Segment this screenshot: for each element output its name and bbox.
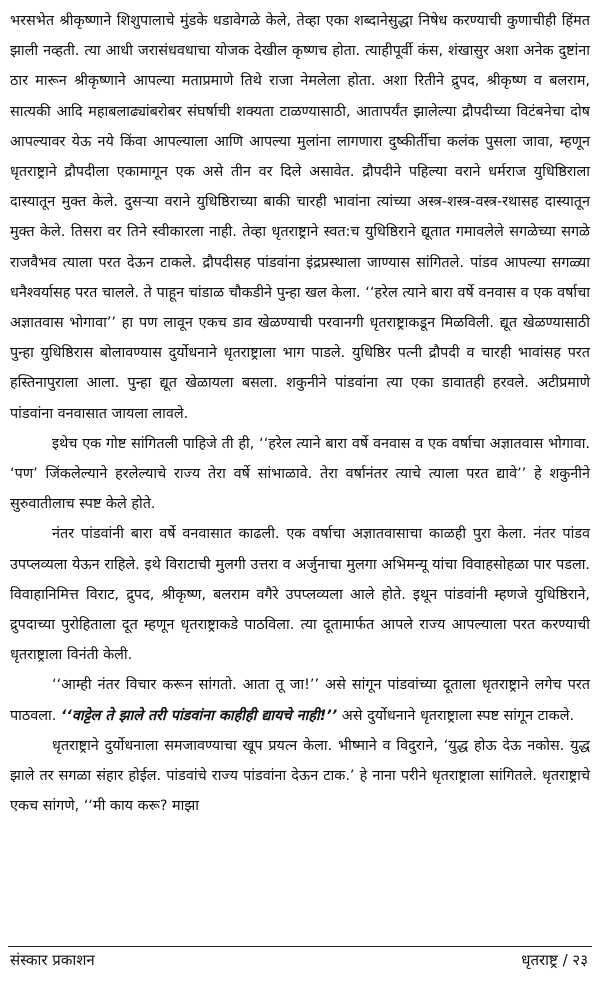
body-text <box>10 6 590 821</box>
paragraph-3-text: नंतर पांडवांनी बारा वर्षे वनवासात काढली. एक वर्षाचा अज्ञातवासाचा काळही पुरा केला. नंतर पांडव उपप्लव्यला येऊन राहिले. इथे विराटाची मुलगी उत्तरा व अर्जुनाचा मुलगा अभिमन्यू यांचा विवाहसोहळा पार पडला. विवाहानिमित्त विराट, द्रुपद, श्रीकृष्ण, बलराम वगैरे उपप्लव्यला आले होते. इथून पांडवांनी म्हणजे युधिष्ठिराने, द्रुपदाच्या पुरोहिताला दूत म्हणून धृतराष्ट्राकडे पाठविला. त्या दूतामार्फत आपले राज्य आपल्याला परत करण्याची धृतराष्ट्राला विनंती केली. <box>10 526 590 664</box>
paragraph-5-text: धृतराष्ट्राने दुर्योधनाला समजावण्याचा खूप प्रयत्न केला. भीष्माने व विदुराने, ‘युद्ध होऊ देऊ नकोस. युद्ध झाले तर सगळा संहार होईल. पांडवांचे राज्य पांडवांना देऊन टाक.’ हे नाना परीने धृतराष्ट्राला सांगितले. धृतराष्ट्राचे एकच सांगणे, ‘‘मी काय करू? माझा <box>10 737 590 815</box>
page-number-label: धृतराष्ट्र / २३ <box>521 951 588 969</box>
paragraph-4-text-a: ‘‘आम्ही नंतर विचार करून सांगतो. आता तू जा!’’ असे सांगून पांडवांच्या दूताला धृतराष्ट्राने लगेच परत पाठवला. <box>10 677 590 724</box>
publisher-name: संस्कार प्रकाशन <box>10 951 95 969</box>
paragraph-2-text: इथेच एक गोष्ट सांगितली पाहिजे ती ही, ‘‘हरेल त्याने बारा वर्षे वनवास व एक वर्षाचा अज्ञातवास भोगावा. ‘पण’ जिंकलेल्याने हरलेल्याचे राज्य तेरा वर्षे सांभाळावे. तेरा वर्षानंतर त्याचे त्याला परत द्यावे’’ हे शकुनीने सुरुवातीलाच स्पष्ट केले होते. <box>10 435 590 513</box>
page-footer <box>10 950 588 970</box>
paragraph-2 <box>10 429 590 520</box>
footer-divider <box>8 946 592 947</box>
paragraph-1 <box>10 6 590 429</box>
paragraph-5 <box>10 731 590 822</box>
paragraph-4-emphasis-quote: ‘‘वाट्टेल ते झाले तरी पांडवांना काहीही द्यायचे नाही!’’ <box>60 707 338 724</box>
paragraph-4-text-b: असे दुर्योधनाने धृतराष्ट्राला स्पष्ट सांगून टाकले. <box>337 707 575 724</box>
paragraph-1-text: भरसभेत श्रीकृष्णाने शिशुपालाचे मुंडके धडावेगळे केले, तेव्हा एका शब्दानेसुद्धा निषेध करण्याची कुणाचीही हिंमत झाली नव्हती. त्या आधी जरासंधवधाचा योजक देखील कृष्णच होता. त्याहीपूर्वी कंस, शंखासुर अशा अनेक दुष्टांना ठार मारून श्रीकृष्णाने आपल्या मताप्रमाणे तिथे राजा नेमलेला होता. अशा रितीने द्रुपद, श्रीकृष्ण व बलराम, सात्यकी आदि महाबलाढ्यांबरोबर संघर्षाची शक्यता टाळण्यासाठी, आतापर्यंत झालेल्या द्रौपदीच्या विटंबनेचा दोष आपल्यावर येऊ नये किंवा आपल्याला आणि आपल्या मुलांना लागणारा दुष्कीर्तीचा कलंक पुसला जावा, म्हणून धृतराष्ट्राने द्रौपदीला एकामागून एक असे तीन वर दिले असावेत. द्रौपदीने पहिल्या वराने धर्मराज युधिष्ठिराला दास्यातून मुक्त केले. दुसऱ्या वराने युधिष्ठिराच्या बाकी चारही भावांना त्यांच्या अस्त्र-शस्त्र-वस्त्र-रथासह दास्यातून मुक्त केले. तिसरा वर तिने स्वीकारला नाही. तेव्हा धृतराष्ट्राने स्वत:च युधिष्ठिराने द्यूतात गमावलेले सगळेच्या सगळे राजवैभव त्याला परत देऊन टाकले. द्रौपदीसह पांडवांना इंद्रप्रस्थाला जाण्यास सांगितले. पांडव आपल्या सगळ्या धनैश्वर्यासह परत चालले. ते पाहून चांडाळ चौकडीने पुन्हा खल केला. ‘‘हरेल त्याने बारा वर्षे वनवास व एक वर्षाचा अज्ञातवास भोगावा’’ हा पण लावून एकच डाव खेळण्याची परवानगी धृतराष्ट्राकडून मिळविली. द्यूत खेळण्यासाठी पुन्हा युधिष्ठिरास बोलावण्यास दुर्योधनाने धृतराष्ट्राला भाग पाडले. युधिष्ठिर पत्नी द्रौपदी व चारही भावांसह परत हस्तिनापुराला आला. पुन्हा द्यूत खेळायला बसला. शकुनीने पांडवांना त्या एका डावातही हरवले. अटीप्रमाणे पांडवांना वनवासात जायला लावले. <box>10 13 590 422</box>
paragraph-3 <box>10 519 590 670</box>
paragraph-4 <box>10 670 590 730</box>
